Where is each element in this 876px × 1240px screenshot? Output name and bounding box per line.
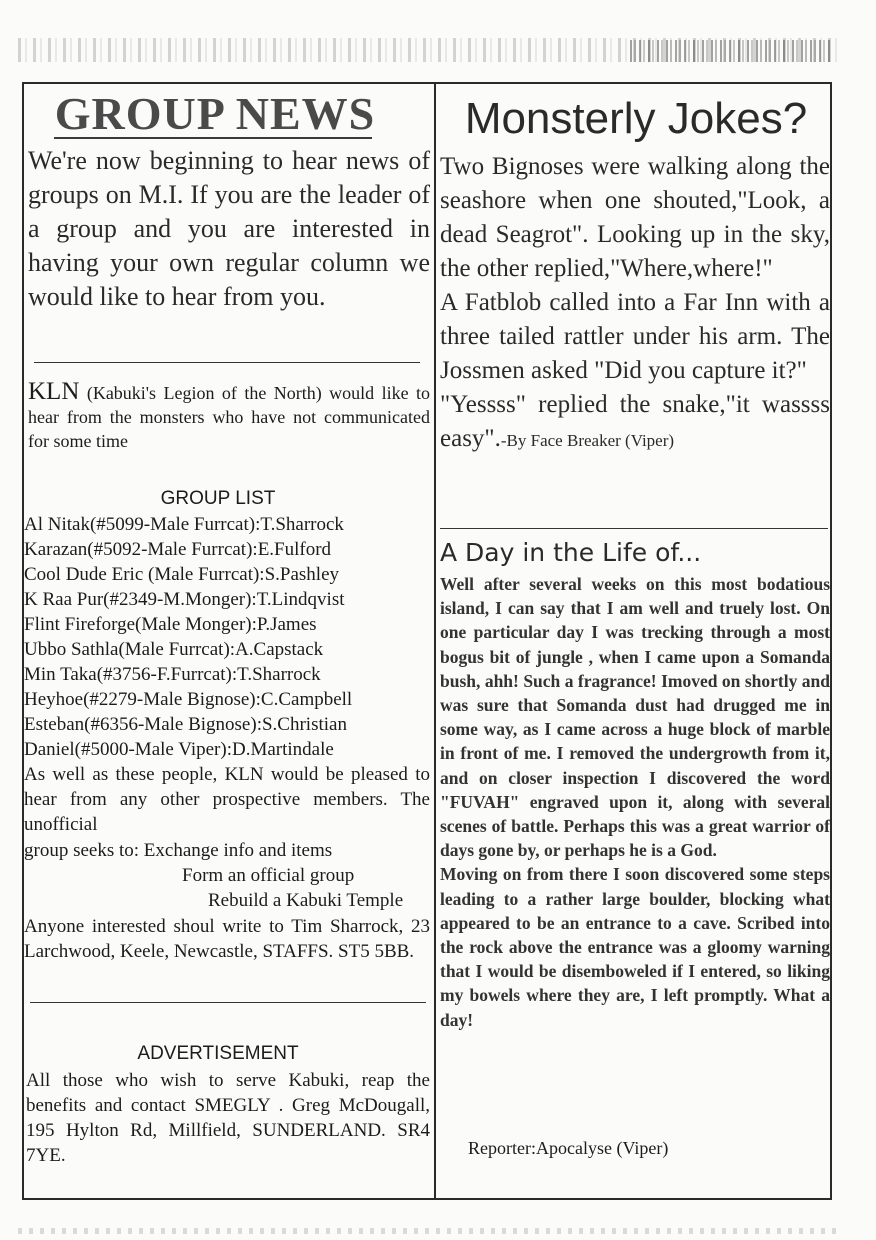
- group-news-title: GROUP NEWS: [54, 88, 376, 139]
- section-rule-2: [30, 1002, 426, 1003]
- day-in-life-paragraph-1: Well after several weeks on this most bodatious island, I can say that I am well and truely lost. On one particular day I was trecking through a most bogus bit of jungle , when I came upon a Somanda bush, ahh! Such a fragrance! Imoved on shortly and was sure that Somanda dust had drugged me in some way, as I came across a huge block of marble in front of me. I removed the undergrowth from it, and on closer inspection I discovered the word "FUVAH" engraved upon it, along with several scenes of battle. Perhaps this was a great warrior of days gone by, or perhaps he is a God.: [440, 574, 830, 861]
- kln-more-text: As well as these people, KLN would be pleased to hear from any other prospective members. The unofficial: [24, 764, 430, 835]
- joke-byline: -By Face Breaker (Viper): [500, 431, 675, 450]
- group-member-item: Cool Dude Eric (Male Furrcat):S.Pashley: [24, 564, 340, 585]
- kln-seeks-lead: group seeks to: Exchange info and items: [24, 840, 333, 861]
- group-news-intro: We're now beginning to hear news of groups on M.I. If you are the leader of a group and you are interested in having your own regular column we would like to hear from you.: [28, 146, 430, 311]
- monsterly-jokes-body: [440, 150, 830, 458]
- day-in-life-reporter: Reporter:Apocalyse (Viper): [468, 1138, 669, 1158]
- day-in-life-body: [440, 572, 830, 1032]
- group-member-item: Flint Fireforge(Male Monger):P.James: [24, 614, 317, 635]
- advertisement-heading: ADVERTISEMENT: [137, 1043, 299, 1064]
- group-member-item: Karazan(#5092-Male Furrcat):E.Fulford: [24, 539, 332, 560]
- kln-seeks-item-3: Rebuild a Kabuki Temple: [208, 890, 404, 911]
- group-member-item: Esteban(#6356-Male Bignose):S.Christian: [24, 714, 347, 735]
- scan-noise-top-right: [630, 40, 830, 62]
- group-member-item: Min Taka(#3756-F.Furrcat):T.Sharrock: [24, 664, 321, 685]
- day-in-life-paragraph-2: Moving on from there I soon discovered some steps leading to a rather large boulder, blocking what appeared to be an entrance to a cave. Scribed into the rock above the entrance was a gloomy warning that I would be disemboweled if I entered, so liking my bowels where they are, I left promptly. What a day!: [440, 864, 830, 1030]
- newsletter-page-frame: [22, 82, 832, 1200]
- monsterly-jokes-title: Monsterly Jokes?: [464, 94, 808, 143]
- group-member-item: Al Nitak(#5099-Male Furrcat):T.Sharrock: [24, 514, 344, 535]
- group-member-item: Heyhoe(#2279-Male Bignose):C.Campbell: [24, 689, 353, 710]
- scan-noise-bottom: [18, 1228, 838, 1234]
- joke-3-line: [440, 388, 830, 458]
- group-list: [24, 512, 434, 762]
- section-rule-3: [440, 528, 828, 529]
- joke-1: Two Bignoses were walking along the seashore when one shouted,"Look, a dead Seagrot". Looking up in the sky, the other replied,"Where,where!": [440, 153, 830, 282]
- joke-2: A Fatblob called into a Far Inn with a three tailed rattler under his arm. The Jossmen asked "Did you capture it?": [440, 289, 830, 384]
- group-member-item: K Raa Pur(#2349-M.Monger):T.Lindqvist: [24, 589, 345, 610]
- kln-name: KLN: [28, 378, 80, 405]
- group-list-heading: GROUP LIST: [160, 488, 276, 509]
- group-member-item: Ubbo Sathla(Male Furrcat):A.Capstack: [24, 639, 324, 660]
- kln-intro: [28, 380, 430, 453]
- group-member-item: Daniel(#5000-Male Viper):D.Martindale: [24, 739, 334, 760]
- kln-intro-text: (Kabuki's Legion of the North) would like to hear from the monsters who have not communicated for some time: [28, 383, 431, 451]
- advertisement-body: All those who wish to serve Kabuki, reap the benefits and contact SMEGLY . Greg McDougall, 195 Hylton Rd, Millfield, SUNDERLAND. SR4 7YE.: [26, 1070, 430, 1166]
- section-rule-1: [34, 362, 420, 363]
- group-news-title-underline: [54, 137, 372, 139]
- joke-3: "Yessss" replied the snake,"it wassss easy".: [440, 391, 830, 452]
- column-divider: [434, 84, 436, 1198]
- kln-seeks-item-2: Form an official group: [182, 865, 355, 886]
- kln-contact: Anyone interested shoul write to Tim Sharrock, 23 Larchwood, Keele, Newcastle, STAFFS. ST5 5BB.: [24, 916, 430, 962]
- day-in-life-title: A Day in the Life of...: [440, 538, 702, 567]
